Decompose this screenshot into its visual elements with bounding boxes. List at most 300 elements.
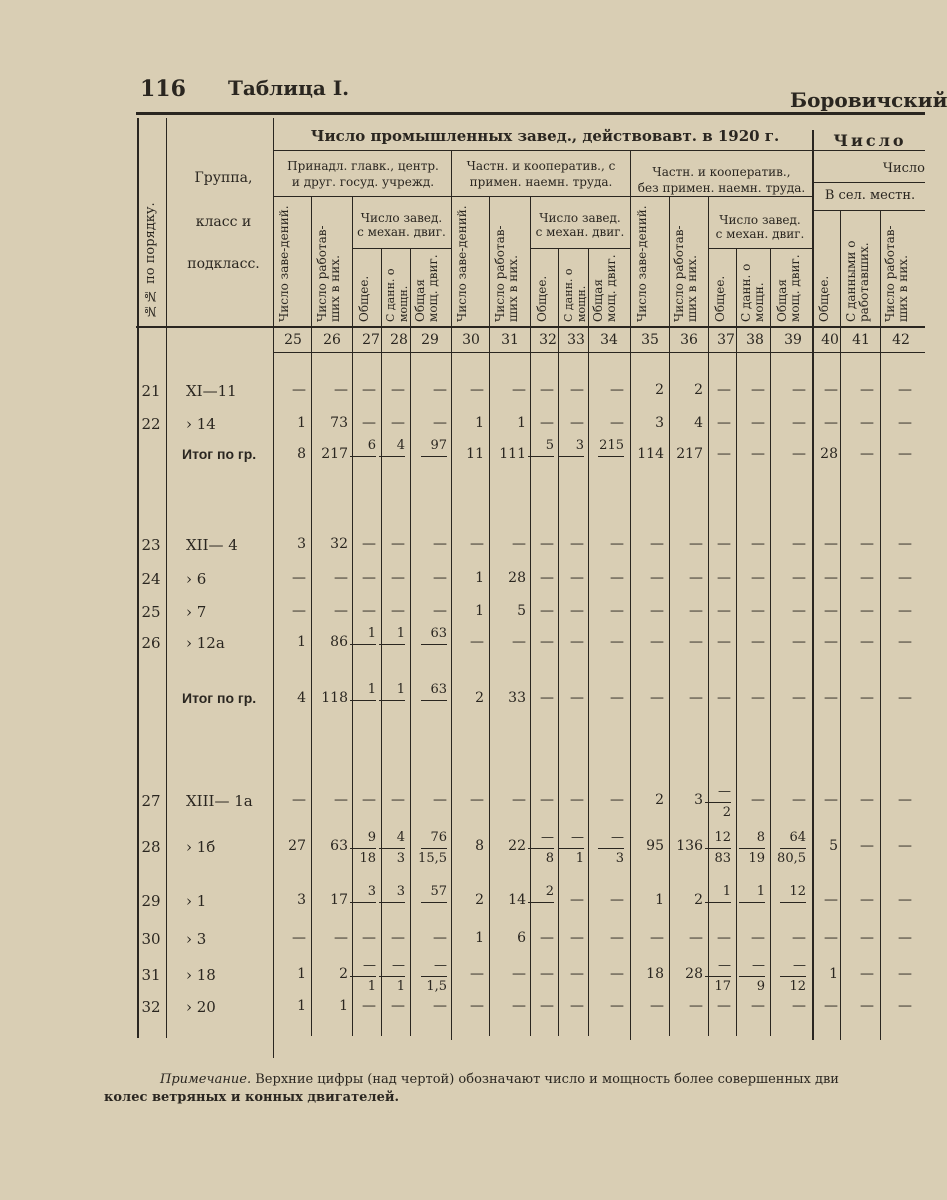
col-number: 40 — [821, 332, 839, 348]
mech-header-c-1: Число завед. — [719, 213, 801, 227]
table-cell: 63 — [330, 838, 348, 854]
table-cell: — — [689, 603, 703, 619]
table-cell: — — [717, 998, 731, 1014]
group-header-2: класс и — [195, 214, 252, 230]
table-cell: — — [391, 998, 405, 1014]
table-cell: — — [860, 603, 874, 619]
v-power-c: С данн. о мощн. — [739, 263, 766, 322]
fraction-bar — [379, 644, 405, 645]
v-estab-a: Число заве-дений. — [277, 205, 291, 322]
table-cell: — — [898, 930, 912, 946]
table-cell: 1 — [297, 415, 306, 431]
table-cell: — — [610, 536, 624, 552]
cell-numerator: 1 — [722, 884, 731, 899]
fraction-bar — [739, 848, 765, 849]
table-cell: — — [824, 382, 838, 398]
table-cell: 17 — [330, 892, 348, 908]
table-cell: 1 — [297, 966, 306, 982]
table-cell: 111 — [499, 446, 526, 462]
table-cell: — — [751, 634, 765, 650]
table-cell: — — [470, 792, 484, 808]
col-number: 25 — [284, 332, 302, 348]
cell-denominator: 12 — [789, 979, 806, 994]
col-divider-36 — [708, 196, 709, 1036]
group-label: XIII— 1а — [186, 792, 253, 810]
cell-numerator: 9 — [367, 830, 376, 845]
table-cell: — — [391, 792, 405, 808]
table-cell: — — [292, 570, 306, 586]
table-cell: — — [792, 998, 806, 1014]
fraction-bar — [705, 902, 731, 903]
fraction-bar — [350, 902, 376, 903]
private-nohired-header-2: без примен. наемн. труда. — [637, 181, 806, 195]
table-cell: — — [824, 536, 838, 552]
row-number: 32 — [141, 998, 161, 1016]
cell-numerator: 6 — [367, 438, 376, 453]
mech-header-a-1: Число завед. — [360, 211, 443, 225]
table-cell: — — [362, 603, 376, 619]
row-number: 26 — [141, 634, 161, 652]
cell-numerator: — — [541, 830, 554, 845]
state-header-1: Принадл. главк., центр. — [287, 159, 439, 173]
table-cell: — — [689, 930, 703, 946]
cell-numerator: 12 — [789, 884, 806, 899]
v-workers-a: Число работав-ших в них. — [315, 225, 342, 322]
table-cell: — — [689, 690, 703, 706]
right-subheader: Число — [882, 161, 925, 176]
table-cell: 3 — [655, 415, 664, 431]
table-cell: — — [860, 998, 874, 1014]
table-cell: — — [824, 998, 838, 1014]
table-cell: — — [610, 634, 624, 650]
table-cell: — — [433, 382, 447, 398]
table-cell: — — [717, 930, 731, 946]
page-number: 116 — [140, 76, 186, 102]
table-cell: 1 — [517, 415, 526, 431]
table-cell: — — [610, 415, 624, 431]
table-cell: — — [898, 536, 912, 552]
fraction-bar — [421, 848, 447, 849]
fraction-bar — [739, 976, 765, 977]
main-header: Число промышленных завед., действовавт. в 1920 г. — [310, 127, 780, 145]
table-cell: — — [751, 446, 765, 462]
cell-numerator: — — [571, 830, 584, 845]
table-cell: — — [751, 930, 765, 946]
fraction-bar — [421, 976, 447, 977]
fraction-bar — [350, 976, 376, 977]
row-number: 22 — [141, 415, 161, 433]
table-cell: — — [792, 792, 806, 808]
table-cell: — — [570, 792, 584, 808]
table-cell: — — [898, 892, 912, 908]
v-workers-b: Число работав-ших в них. — [493, 225, 520, 322]
table-cell: — — [860, 930, 874, 946]
cell-numerator: — — [752, 958, 765, 973]
col-number: 42 — [892, 332, 910, 348]
cell-denominator: 9 — [756, 979, 765, 994]
mech-header-b-2: с механ. двиг. — [535, 225, 625, 239]
cell-numerator: — — [793, 958, 806, 973]
cell-numerator: 76 — [430, 830, 447, 845]
col-divider-38 — [770, 248, 771, 1036]
table-cell: — — [792, 415, 806, 431]
table-cell: 2 — [694, 382, 703, 398]
header-subline-2 — [273, 196, 813, 197]
table-cell: — — [717, 446, 731, 462]
col-divider-group — [273, 118, 274, 1058]
cell-numerator: 5 — [545, 438, 554, 453]
fraction-bar — [421, 902, 447, 903]
table-cell: — — [792, 570, 806, 586]
table-cell: 114 — [637, 446, 664, 462]
private-hired-header-1: Частн. и кооператив., с — [466, 159, 616, 173]
header-subline-mech3 — [708, 248, 812, 249]
table-cell: 28 — [685, 966, 703, 982]
table-cell: — — [610, 690, 624, 706]
table-cell: 18 — [646, 966, 664, 982]
table-cell: — — [792, 446, 806, 462]
table-cell: — — [292, 792, 306, 808]
table-cell: — — [689, 998, 703, 1014]
table-cell: — — [860, 690, 874, 706]
col-divider-32 — [558, 248, 559, 1036]
header-subline-right — [813, 182, 925, 183]
fraction-bar — [379, 902, 405, 903]
fraction-bar — [379, 700, 405, 701]
table-cell: — — [898, 382, 912, 398]
col-number: 30 — [462, 332, 480, 348]
fraction-bar — [705, 976, 731, 977]
table-cell: — — [540, 634, 554, 650]
table-cell: — — [570, 570, 584, 586]
table-cell: — — [362, 415, 376, 431]
table-cell: — — [391, 930, 405, 946]
v-workers-c: Число работав-ших в них. — [672, 225, 699, 322]
table-cell: — — [610, 892, 624, 908]
fraction-bar — [421, 644, 447, 645]
col-divider-no — [166, 118, 167, 1038]
table-cell: — — [751, 998, 765, 1014]
cell-denominator: 15,5 — [418, 851, 447, 866]
col-number: 29 — [421, 332, 439, 348]
table-cell: — — [433, 536, 447, 552]
row-number: 30 — [141, 930, 161, 948]
group-label: › 18 — [186, 966, 216, 984]
row-number: 24 — [141, 570, 161, 588]
table-cell: 4 — [297, 690, 306, 706]
table-cell: — — [292, 930, 306, 946]
table-cell: — — [391, 415, 405, 431]
cell-denominator: 19 — [748, 851, 765, 866]
v-total-b: Общее. — [535, 275, 549, 322]
table-cell: — — [898, 690, 912, 706]
table-cell: 2 — [694, 892, 703, 908]
fraction-bar — [598, 848, 624, 849]
col-divider-34 — [630, 150, 631, 1040]
table-cell: — — [860, 382, 874, 398]
table-cell: — — [650, 634, 664, 650]
cell-denominator: 1 — [396, 979, 405, 994]
group-label: › 1б — [186, 838, 216, 856]
table-cell: 1 — [297, 634, 306, 650]
right-header: Число — [833, 131, 907, 150]
group-header-3: подкласс. — [187, 256, 260, 272]
fraction-bar — [350, 644, 376, 645]
table-cell: — — [824, 792, 838, 808]
table-cell: — — [824, 892, 838, 908]
col-divider-31 — [530, 196, 531, 1036]
group-label: › 1 — [186, 892, 207, 910]
table-cell: — — [391, 570, 405, 586]
table-cell: — — [717, 382, 731, 398]
cell-numerator: 215 — [599, 438, 624, 453]
group-header-1: Группа, — [194, 170, 253, 186]
cell-numerator: — — [611, 830, 624, 845]
cell-denominator: 3 — [396, 851, 405, 866]
table-cell: — — [824, 690, 838, 706]
table-cell: — — [512, 792, 526, 808]
table-cell: — — [570, 690, 584, 706]
table-cell: 27 — [288, 838, 306, 854]
fraction-bar — [780, 848, 806, 849]
table-cell: — — [362, 998, 376, 1014]
table-cell: — — [860, 415, 874, 431]
table-cell: — — [540, 382, 554, 398]
table-cell: — — [391, 536, 405, 552]
table-cell: — — [512, 634, 526, 650]
fraction-bar — [705, 802, 731, 803]
table-cell: — — [751, 603, 765, 619]
table-cell: — — [433, 603, 447, 619]
table-cell: — — [570, 634, 584, 650]
table-cell: — — [334, 792, 348, 808]
table-cell: — — [860, 966, 874, 982]
table-cell: — — [570, 382, 584, 398]
table-cell: — — [792, 382, 806, 398]
table-cell: — — [792, 930, 806, 946]
private-hired-header-2: примен. наемн. труда. — [469, 175, 613, 189]
table-cell: 95 — [646, 838, 664, 854]
col-divider-29 — [451, 150, 452, 1040]
table-cell: 136 — [676, 838, 703, 854]
footnote-text-1: Верхние цифры (над чертой) обозначают число и мощность более совершенных дви — [255, 1072, 839, 1087]
table-cell: — — [540, 536, 554, 552]
table-cell: — — [433, 998, 447, 1014]
table-cell: — — [898, 966, 912, 982]
table-cell: — — [824, 634, 838, 650]
cell-denominator: 3 — [615, 851, 624, 866]
row-number: 28 — [141, 838, 161, 856]
fraction-bar — [705, 848, 731, 849]
table-cell: — — [610, 570, 624, 586]
table-cell: 11 — [466, 446, 484, 462]
table-cell: — — [610, 792, 624, 808]
cell-numerator: — — [718, 784, 731, 799]
group-total-label: Итог по гр. — [182, 446, 257, 462]
table-cell: — — [792, 603, 806, 619]
table-cell: — — [792, 536, 806, 552]
table-cell: — — [717, 536, 731, 552]
table-cell: 1 — [475, 930, 484, 946]
table-cell: — — [570, 930, 584, 946]
table-cell: — — [610, 998, 624, 1014]
header-subline-1 — [273, 150, 925, 151]
row-number: 25 — [141, 603, 161, 621]
fraction-bar — [379, 976, 405, 977]
cell-numerator: — — [392, 958, 405, 973]
row-number: 23 — [141, 536, 161, 554]
table-cell: — — [898, 415, 912, 431]
group-label: › 12а — [186, 634, 225, 652]
group-label: › 7 — [186, 603, 207, 621]
col-number: 27 — [362, 332, 380, 348]
col-divider-25 — [311, 196, 312, 1036]
cell-numerator: 8 — [756, 830, 765, 845]
cell-numerator: — — [434, 958, 447, 973]
table-cell: — — [570, 415, 584, 431]
col-number: 31 — [501, 332, 519, 348]
table-cell: — — [689, 536, 703, 552]
cell-numerator: 64 — [789, 830, 806, 845]
table-cell: 14 — [508, 892, 526, 908]
cell-denominator: 1,5 — [426, 979, 447, 994]
col-number-rule — [273, 352, 925, 353]
cell-numerator: 1 — [367, 626, 376, 641]
v-total-right: Общее. — [817, 275, 831, 322]
group-label: › 14 — [186, 415, 216, 433]
table-cell: — — [540, 690, 554, 706]
cell-denominator: 80,5 — [777, 851, 806, 866]
mech-header-c-2: с механ. двиг. — [715, 227, 805, 241]
table-cell: — — [898, 838, 912, 854]
cell-numerator: 3 — [367, 884, 376, 899]
cell-numerator: 3 — [575, 438, 584, 453]
table-cell: 2 — [339, 966, 348, 982]
private-nohired-header-1: Частн. и кооператив., — [652, 165, 791, 179]
table-cell: — — [334, 382, 348, 398]
table-cell: 2 — [475, 690, 484, 706]
table-cell: — — [824, 930, 838, 946]
table-cell: — — [570, 603, 584, 619]
table-cell: — — [860, 536, 874, 552]
row-number: 21 — [141, 382, 161, 400]
table-cell: — — [898, 570, 912, 586]
fraction-bar — [558, 456, 584, 457]
v-totpower-b: Общая мощ. двиг. — [591, 254, 618, 322]
district-name: Боровичский — [790, 88, 947, 112]
table-cell: — — [610, 930, 624, 946]
right-subheader-2: В сел. местн. — [824, 188, 916, 203]
table-cell: — — [860, 634, 874, 650]
fraction-bar — [598, 456, 624, 457]
table-cell: — — [792, 634, 806, 650]
fraction-bar — [528, 902, 554, 903]
table-cell: — — [540, 998, 554, 1014]
table-cell: — — [391, 603, 405, 619]
top-rule — [136, 112, 925, 115]
header-subline-mech1 — [352, 248, 451, 249]
table-cell: — — [433, 930, 447, 946]
cell-denominator: 1 — [575, 851, 584, 866]
table-cell: — — [470, 998, 484, 1014]
table-cell: — — [470, 634, 484, 650]
table-cell: — — [717, 634, 731, 650]
order-no-header: №№ по порядку. — [143, 202, 158, 318]
fraction-bar — [780, 976, 806, 977]
v-estab-c: Число заве-дений. — [635, 205, 649, 322]
fraction-bar — [421, 456, 447, 457]
fraction-bar — [379, 848, 405, 849]
table-cell: 217 — [676, 446, 703, 462]
table-cell: 3 — [297, 892, 306, 908]
col-number: 26 — [323, 332, 341, 348]
table-cell: 1 — [297, 998, 306, 1014]
col-divider-26 — [352, 196, 353, 1036]
table-cell: — — [334, 570, 348, 586]
cell-numerator: 4 — [396, 830, 405, 845]
table-cell: — — [689, 570, 703, 586]
table-cell: — — [689, 634, 703, 650]
col-number: 35 — [641, 332, 659, 348]
table-cell: — — [362, 930, 376, 946]
table-cell: — — [751, 570, 765, 586]
table-cell: 1 — [829, 966, 838, 982]
table-cell: 28 — [820, 446, 838, 462]
col-number: 28 — [390, 332, 408, 348]
table-cell: — — [860, 792, 874, 808]
table-cell: — — [470, 966, 484, 982]
fraction-bar — [528, 848, 554, 849]
group-label: XI—11 — [186, 382, 237, 400]
row-number: 29 — [141, 892, 161, 910]
col-divider-39 — [812, 130, 814, 1040]
v-power-b: С данн. о мощн. — [562, 268, 588, 322]
table-cell: 1 — [475, 415, 484, 431]
table-cell: 8 — [297, 446, 306, 462]
cell-numerator: — — [363, 958, 376, 973]
table-cell: — — [824, 603, 838, 619]
col-number: 34 — [600, 332, 618, 348]
table-cell: 33 — [508, 690, 526, 706]
table-cell: — — [860, 570, 874, 586]
mech-header-a-2: с механ. двиг. — [357, 225, 446, 239]
col-number: 33 — [567, 332, 585, 348]
table-cell: — — [751, 382, 765, 398]
fraction-bar — [350, 848, 376, 849]
group-label: › 6 — [186, 570, 207, 588]
table-cell: — — [610, 382, 624, 398]
footnote-line-2: колес ветряных и конных двигателей. — [104, 1090, 400, 1105]
table-cell: — — [751, 792, 765, 808]
fraction-bar — [528, 456, 554, 457]
cell-denominator: 83 — [714, 851, 731, 866]
table-cell: 2 — [655, 792, 664, 808]
table-cell: — — [717, 690, 731, 706]
col-number: 37 — [717, 332, 735, 348]
table-cell: 1 — [655, 892, 664, 908]
table-cell: 86 — [330, 634, 348, 650]
table-cell: — — [540, 415, 554, 431]
table-cell: — — [540, 966, 554, 982]
table-cell: — — [898, 792, 912, 808]
row-number: 27 — [141, 792, 161, 810]
cell-numerator: 63 — [430, 626, 447, 641]
footnote-line-1 — [160, 1072, 839, 1087]
col-number: 38 — [746, 332, 764, 348]
cell-denominator: 1 — [367, 979, 376, 994]
table-cell: — — [334, 930, 348, 946]
table-cell: — — [610, 603, 624, 619]
